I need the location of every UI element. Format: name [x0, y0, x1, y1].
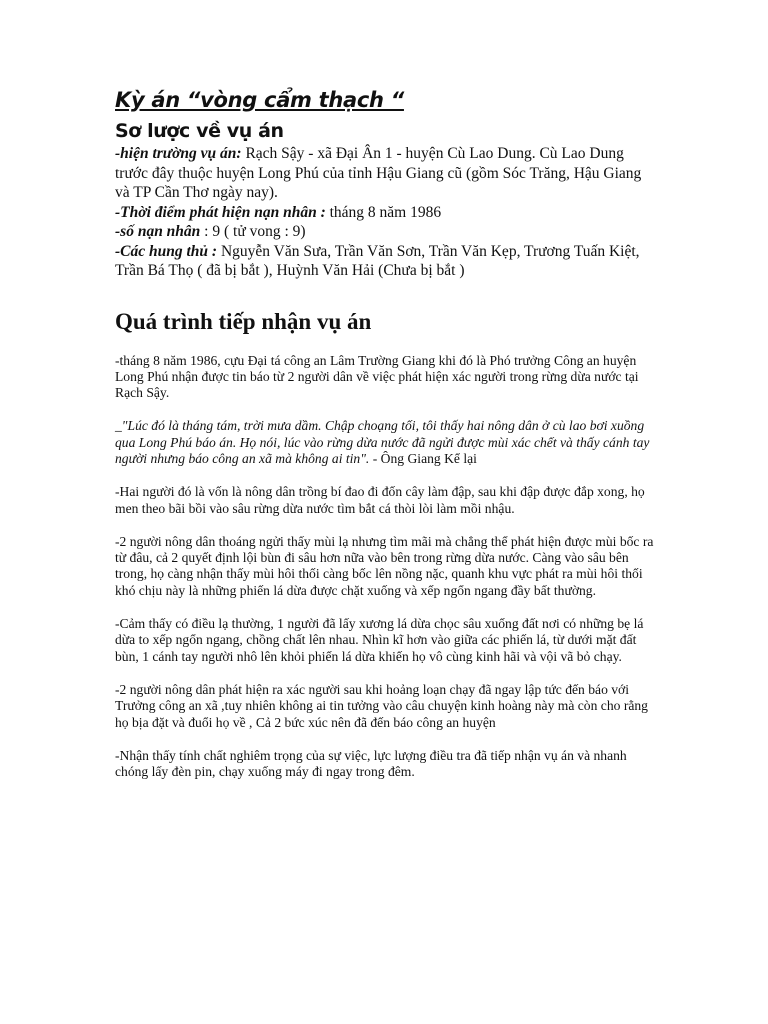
suspects-value: Nguyễn Văn Sưa, Trần Văn Sơn, Trần Văn Kẹp, Trương Tuấn Kiệt, Trần Bá Thọ ( đã bị bắt ), Huỳnh Văn Hải (Chưa bị bắt )	[115, 242, 640, 279]
crime-scene-value: Rạch Sậy - xã Đại Ân 1 - huyện Cù Lao Dung. Cù Lao Dung trước đây thuộc huyện Long Phú của tỉnh Hậu Giang cũ (gồm Sóc Trăng, Hậu Giang và TP Cần Thơ ngày nay).	[115, 145, 642, 201]
witness-quote-attribution: - Ông Giang Kể lại	[369, 450, 477, 466]
witness-quote-text: _"Lúc đó là tháng tám, trời mưa dầm. Chập choạng tối, tôi thấy hai nông dân ở cù lao bơi xuồng qua Long Phú báo án. Họ nói, lúc vào rừng dừa nước đã ngửi được mùi xác chết và thấy cánh tay người nhưng báo công an xã mà không ai tin".	[115, 418, 650, 466]
case-summary-heading: Sơ lược về vụ án	[115, 120, 284, 142]
paragraph-report-received: -tháng 8 năm 1986, cựu Đại tá công an Lâm Trường Giang khi đó là Phó trưởng Công an huyện Long Phú nhận được tin báo từ 2 người dân về việc phát hiện xác người trong rừng dừa nước tại Rạch Sậy.	[115, 352, 639, 401]
discovery-time-line	[115, 203, 655, 223]
paragraph-arm-found: -Cảm thấy có điều lạ thường, 1 người đã lấy xương lá dừa chọc sâu xuống đất nơi có những bẹ lá dừa to xếp ngổn ngang, chồng chất lên nhau. Nhìn kĩ hơn vào giữa các phiến lá, từ dưới mặt đất bùn, 1 cánh tay người nhô lên khỏi phiến lá dừa khiến họ vô cùng kinh hãi và vội vã bỏ chạy.	[115, 616, 644, 664]
paragraph-farmers-background: -Hai người đó là vốn là nông dân trồng bí đao đi đốn cây làm đập, sau khi đập được đắp xong, họ men theo bãi bồi vào sâu rừng dừa nước tìm bắt cá thòi lòi làm mồi nhậu.	[115, 484, 645, 516]
discovery-time-label: -Thời điểm phát hiện nạn nhân :	[115, 203, 326, 221]
crime-scene-label: -hiện trường vụ án:	[115, 145, 242, 162]
suspects-line	[115, 242, 655, 281]
crime-scene-line	[115, 144, 655, 203]
suspects-label: -Các hung thủ :	[115, 242, 218, 260]
paragraph-smell-discovery: -2 người nông dân thoáng ngửi thấy mùi lạ nhưng tìm mãi mà chẳng thể phát hiện được mùi bốc ra từ đâu, cả 2 quyết định lội bùn đi sâu hơn nữa vào bên trong rừng dừa nước. Càng vào sâu bên trong, họ càng nhận thấy mùi hôi thối càng bốc lên nồng nặc, quanh khu vực phát ra mùi hôi thối khó chịu này là những phiến lá dừa được chặt xuống và xếp ngổn ngang đầy bất thường.	[115, 533, 654, 598]
paragraph-witness-quote	[115, 418, 655, 467]
case-intake-heading: Quá trình tiếp nhận vụ án	[115, 308, 372, 334]
document-page	[115, 86, 655, 780]
paragraph-investigation-start: -Nhận thấy tính chất nghiêm trọng của sự việc, lực lượng điều tra đã tiếp nhận vụ án và nhanh chóng lấy đèn pin, chạy xuống máy đi ngay trong đêm.	[115, 747, 627, 780]
victim-count-label: -số nạn nhân	[115, 223, 201, 240]
paragraph-report-to-police: -2 người nông dân phát hiện ra xác người sau khi hoảng loạn chạy đã ngay lập tức đến báo với Trưởng công an xã ,tuy nhiên không ai tin tưởng vào câu chuyện kinh hoàng này mà còn cho rằng họ bịa đặt và đuổi họ về , Cả 2 bức xúc nên đã đến báo công an huyện	[115, 681, 648, 730]
discovery-time-value: tháng 8 năm 1986	[325, 203, 442, 221]
document-title: Kỳ án “vòng cẩm thạch “	[115, 88, 404, 112]
victim-count-line	[115, 222, 655, 242]
victim-count-value: : 9 ( tử vong : 9)	[200, 223, 306, 240]
